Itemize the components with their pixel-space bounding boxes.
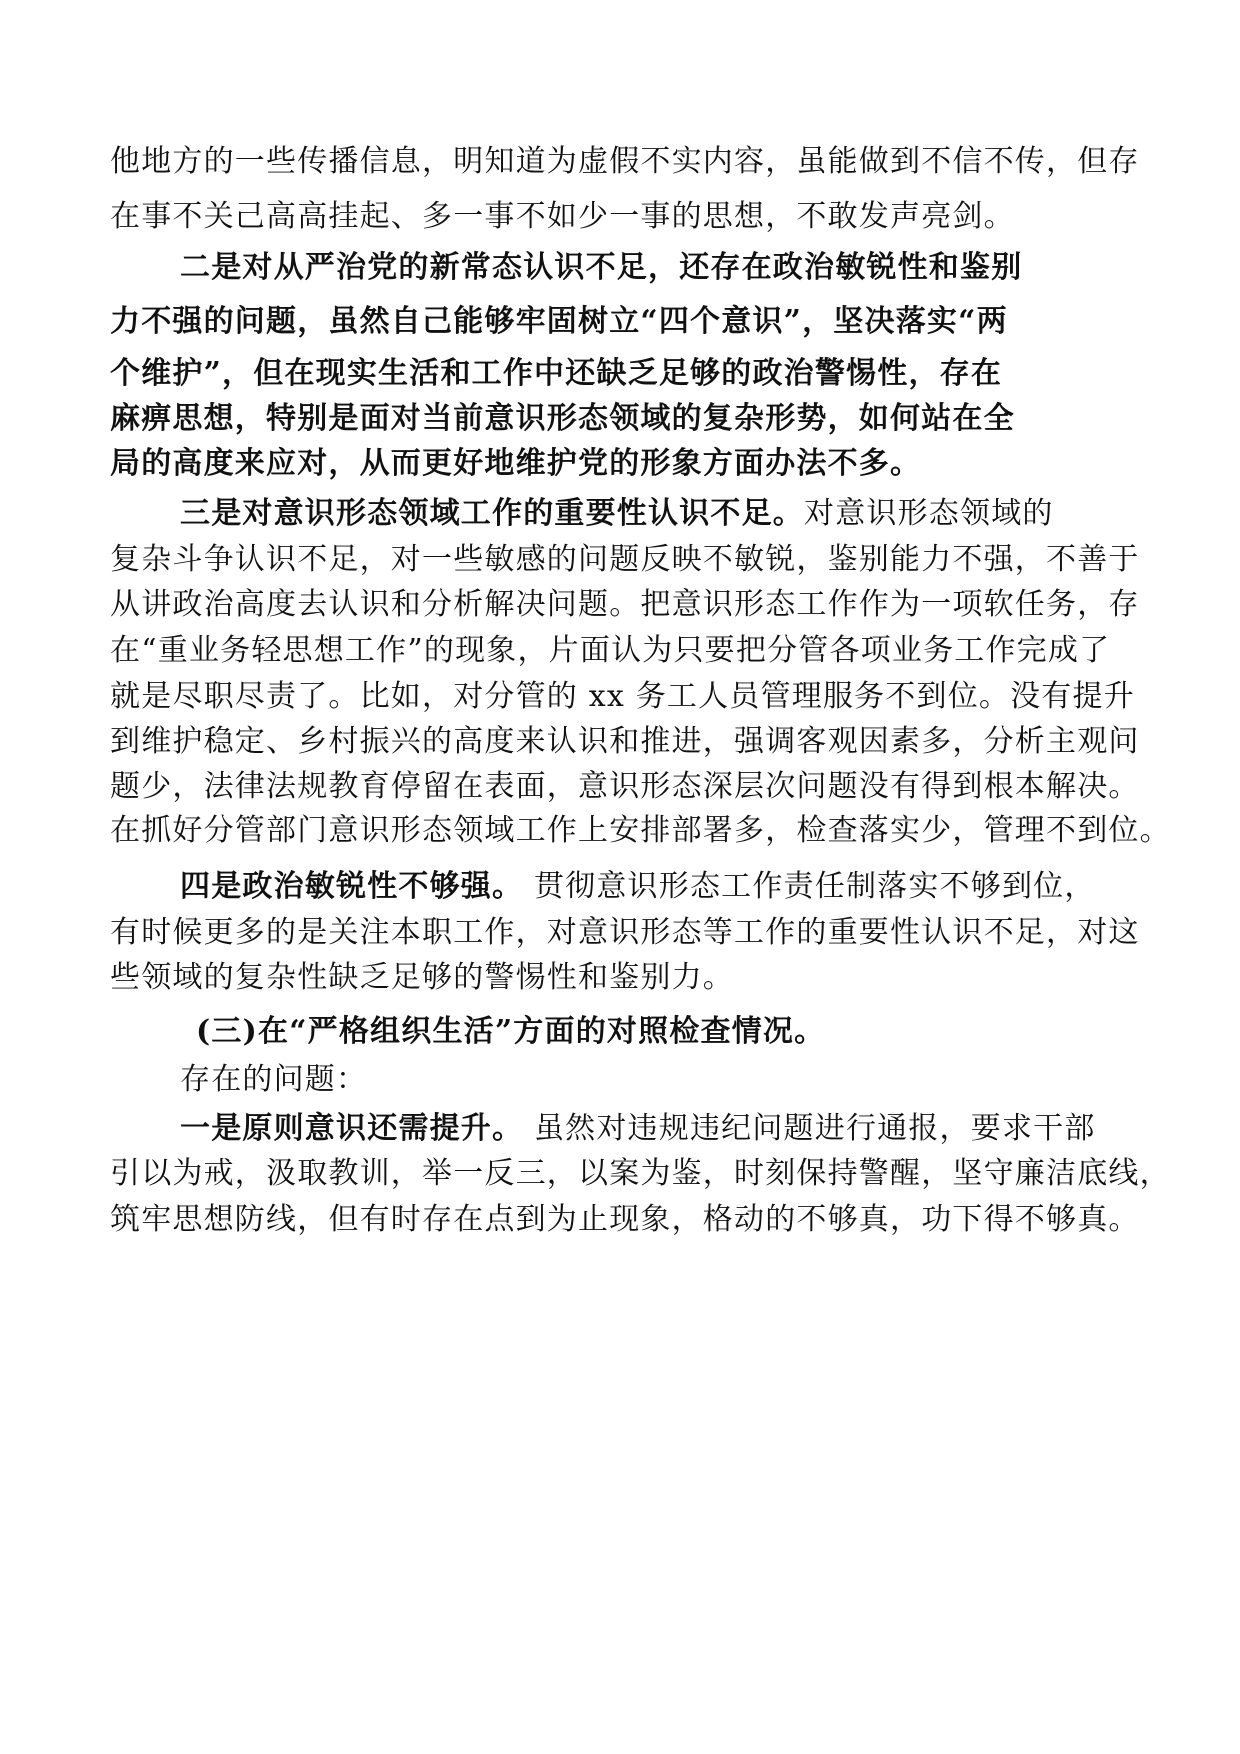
paragraph-line: 在抓好分管部门意识形态领域工作上安排部署多，检查落实少，管理不到位。	[110, 813, 1171, 848]
paragraph-line-bold: 力不强的问题，虽然自己能够牢固树立“四个意识”，坚决落实“两	[110, 304, 1008, 339]
paragraph-line-bold: 个维护”，但在现实生活和工作中还缺乏足够的政治警惕性，存在	[110, 356, 1003, 391]
paragraph-line-bold: 局的高度来应对，从而更好地维护党的形象方面办法不多。	[110, 446, 922, 481]
paragraph-line: 引以为戒，汲取教训，举一反三，以案为鉴，时刻保持警醒，坚守廉洁底线，	[110, 1156, 1171, 1191]
paragraph-line: 在事不关己高高挂起、多一事不如少一事的思想，不敢发声亮剑。	[110, 199, 1015, 234]
paragraph-line-mixed	[180, 494, 1054, 534]
paragraph-lead-rest: 对意识形态领域的	[804, 496, 1054, 531]
paragraph-line: 他地方的一些传播信息，明知道为虚假不实内容，虽能做到不信不传，但存	[110, 144, 1140, 179]
paragraph-line: 存在的问题：	[180, 1062, 368, 1097]
section-heading: (三)在“严格组织生活”方面的对照检查情况。	[196, 1014, 826, 1049]
paragraph-lead-rest: 贯彻意识形态工作责任制落实不够到位，	[523, 869, 1096, 904]
paragraph-lead-bold: 四是政治敏锐性不够强。	[180, 869, 524, 904]
paragraph-line: 到维护稳定、乡村振兴的高度来认识和推进，强调客观因素多，分析主观问	[110, 724, 1140, 759]
paragraph-lead-bold: 三是对意识形态领域工作的重要性认识不足。	[180, 496, 804, 531]
paragraph-line-mixed	[180, 867, 1096, 907]
paragraph-line: 在“重业务轻思想工作”的现象，片面认为只要把分管各项业务工作完成了	[110, 633, 1111, 668]
paragraph-line: 复杂斗争认识不足，对一些敏感的问题反映不敏锐，鉴别能力不强，不善于	[110, 542, 1140, 577]
paragraph-line: 题少，法律法规教育停留在表面，意识形态深层次问题没有得到根本解决。	[110, 769, 1140, 804]
paragraph-line-bold: 麻痹思想，特别是面对当前意识形态领域的复杂形势，如何站在全	[110, 401, 1015, 436]
paragraph-lead-bold: 一是原则意识还需提升。	[180, 1111, 524, 1146]
paragraph-line: 筑牢思想防线，但有时存在点到为止现象，格动的不够真，功下得不够真。	[110, 1202, 1140, 1237]
paragraph-line-mixed	[180, 1109, 1096, 1149]
paragraph-line: 从讲政治高度去认识和分析解决问题。把意识形态工作作为一项软任务，存	[110, 587, 1140, 622]
paragraph-line-bold: 二是对从严治党的新常态认识不足，还存在政治敏锐性和鉴别	[180, 250, 1023, 285]
paragraph-line: 有时候更多的是关注本职工作，对意识形态等工作的重要性认识不足，对这	[110, 915, 1140, 950]
paragraph-lead-rest: 虽然对违规违纪问题进行通报，要求干部	[523, 1111, 1096, 1146]
paragraph-line: 些领域的复杂性缺乏足够的警惕性和鉴别力。	[110, 960, 734, 995]
paragraph-line: 就是尽职尽责了。比如，对分管的 xx 务工人员管理服务不到位。没有提升	[110, 679, 1135, 714]
